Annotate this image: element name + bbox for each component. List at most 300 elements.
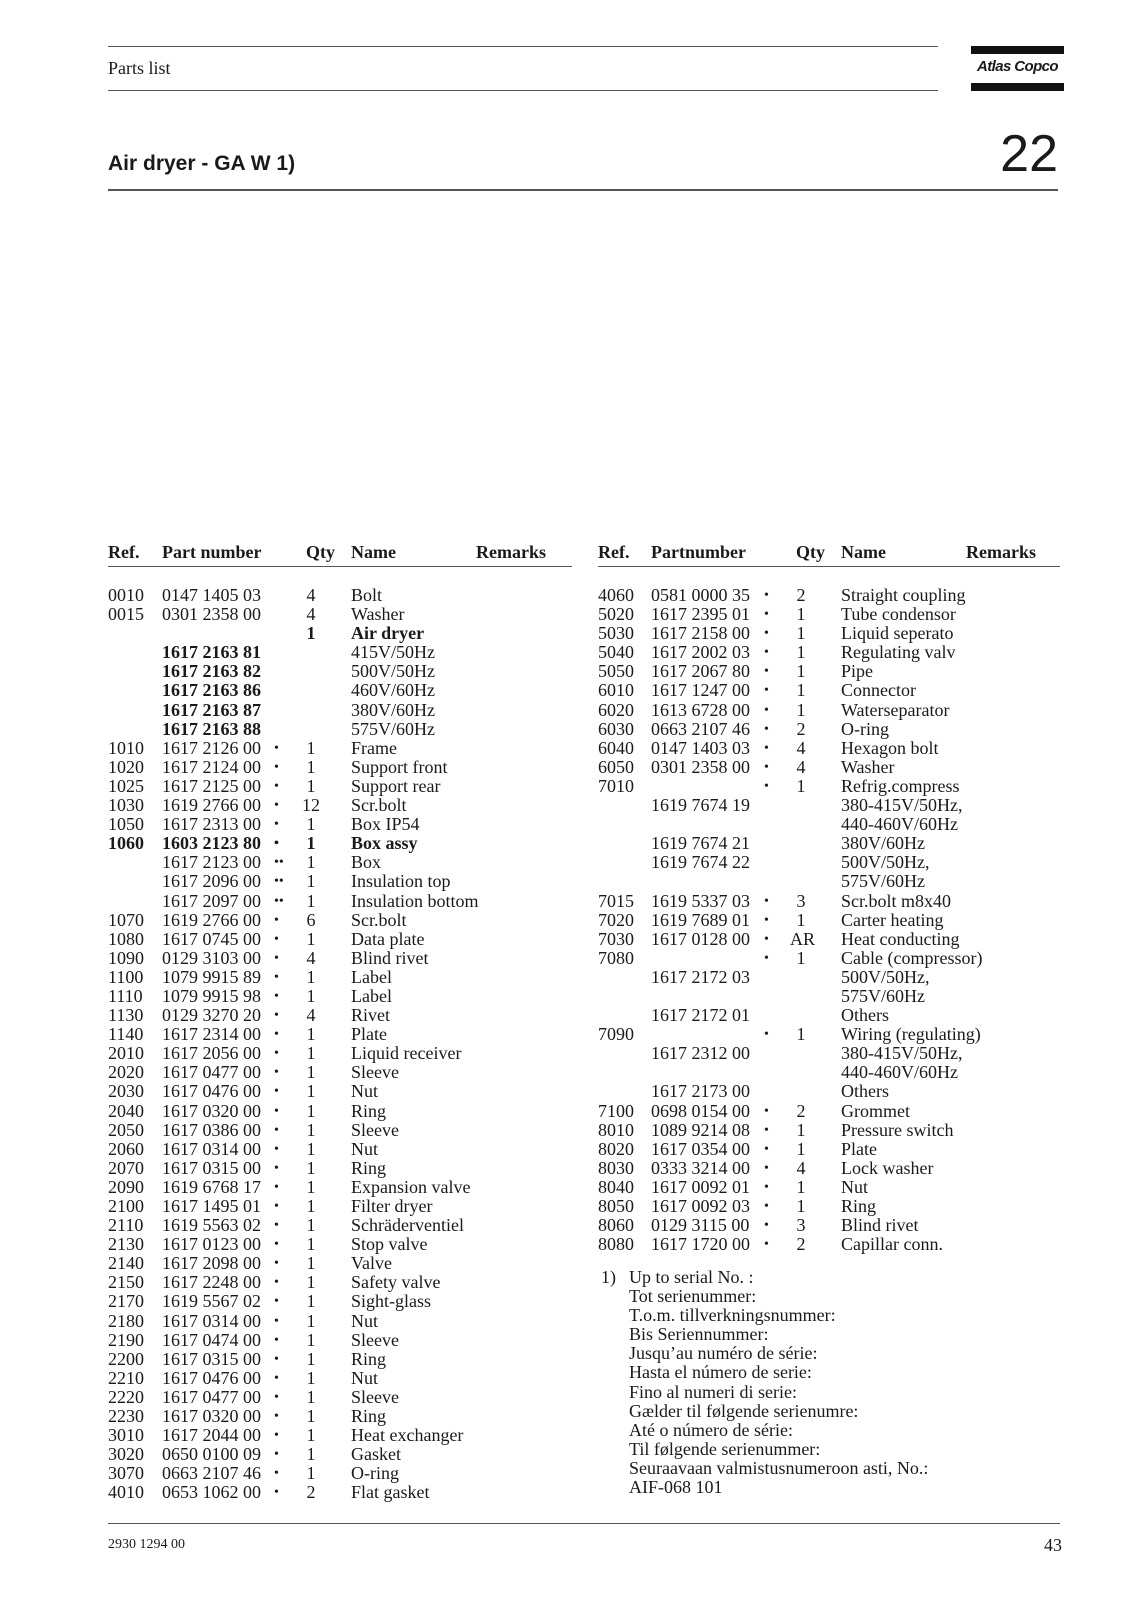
ref-cell: 2030 xyxy=(108,1081,144,1102)
part-number-cell: 0147 1403 03 xyxy=(651,737,750,758)
part-number-cell: 1617 2044 00 xyxy=(162,1425,261,1446)
marker-dots: • xyxy=(274,798,279,814)
col-header-part-number: Part number xyxy=(162,542,262,562)
qty-cell: 1 xyxy=(306,623,316,644)
footnote-text: Bis Seriennummer: xyxy=(629,1324,769,1345)
part-number-cell: 1617 2163 82 xyxy=(162,661,261,682)
ref-cell: 2190 xyxy=(108,1329,144,1350)
marker-dots: • xyxy=(274,969,279,985)
qty-cell: 1 xyxy=(306,1463,316,1484)
name-cell: Plate xyxy=(841,1138,877,1159)
qty-cell: 1 xyxy=(306,1291,316,1312)
name-cell: Plate xyxy=(351,1024,387,1045)
ref-cell: 8080 xyxy=(598,1234,634,1255)
qty-cell: 1 xyxy=(306,814,316,835)
footnote-text: Til følgende serienummer: xyxy=(629,1438,821,1459)
page-title: Air dryer - GA W 1) xyxy=(108,152,296,175)
marker-dots: • xyxy=(764,931,769,947)
part-number-cell: 0653 1062 00 xyxy=(162,1482,261,1503)
marker-dots: • xyxy=(274,759,279,775)
ref-cell: 1130 xyxy=(108,1005,144,1026)
part-number-cell: 1079 9915 98 xyxy=(162,985,261,1006)
part-number-cell: 1617 0314 00 xyxy=(162,1310,261,1331)
name-cell: Liquid seperato xyxy=(841,623,954,644)
name-cell: 440-460V/60Hz xyxy=(841,814,958,835)
part-number-cell: 1617 2314 00 xyxy=(162,1024,261,1045)
part-number-cell: 1617 0386 00 xyxy=(162,1119,261,1140)
part-number-cell: 1619 5567 02 xyxy=(162,1291,261,1312)
marker-dots: • xyxy=(764,1179,769,1195)
ref-cell: 7080 xyxy=(598,947,634,968)
ref-cell: 7010 xyxy=(598,775,634,796)
qty-cell: 1 xyxy=(306,775,316,796)
name-cell: Nut xyxy=(351,1138,378,1159)
qty-cell: 1 xyxy=(306,1119,316,1140)
name-cell: Heat conducting xyxy=(841,928,960,949)
footnote-text: Fino al numeri di serie: xyxy=(629,1381,797,1402)
marker-dots: • xyxy=(764,778,769,794)
marker-dots: • xyxy=(274,836,279,852)
qty-cell: 1 xyxy=(306,1406,316,1427)
qty-cell: 1 xyxy=(796,642,806,663)
part-number-cell: 0129 3115 00 xyxy=(651,1215,750,1236)
table-header-rule xyxy=(108,566,572,567)
ref-cell: 8050 xyxy=(598,1196,634,1216)
part-number-cell: 1617 0745 00 xyxy=(162,928,261,949)
name-cell: Gasket xyxy=(351,1444,401,1465)
title-rule xyxy=(108,189,1058,191)
qty-cell: 1 xyxy=(306,852,316,873)
name-cell: Sleeve xyxy=(351,1329,399,1350)
name-cell: Heat exchanger xyxy=(351,1425,464,1446)
marker-dots: •• xyxy=(274,874,284,890)
ref-cell: 7015 xyxy=(598,890,634,911)
part-number-cell: 1619 6768 17 xyxy=(162,1176,261,1197)
marker-dots: • xyxy=(764,607,769,623)
qty-cell: 2 xyxy=(796,1234,806,1255)
part-number-cell: 1617 0354 00 xyxy=(651,1138,750,1159)
ref-cell: 2010 xyxy=(108,1043,144,1064)
marker-dots: • xyxy=(274,1428,279,1444)
qty-cell: 1 xyxy=(306,1272,316,1293)
qty-cell: 4 xyxy=(306,1005,316,1026)
name-cell: Scr.bolt xyxy=(351,795,407,816)
footnote-text: Up to serial No. : xyxy=(629,1267,754,1287)
part-number-cell: 1617 2248 00 xyxy=(162,1272,261,1293)
marker-dots: • xyxy=(274,1103,279,1119)
name-cell: Hexagon bolt xyxy=(841,737,939,758)
name-cell: Label xyxy=(351,985,392,1006)
name-cell: Ring xyxy=(351,1157,387,1178)
ref-cell: 2100 xyxy=(108,1196,144,1216)
part-number-cell: 0663 2107 46 xyxy=(651,718,750,739)
part-number-cell: 0663 2107 46 xyxy=(162,1463,261,1484)
qty-cell: 1 xyxy=(796,775,806,796)
name-cell: 415V/50Hz xyxy=(351,642,435,663)
ref-cell: 2150 xyxy=(108,1272,144,1293)
part-number-cell: 1617 0123 00 xyxy=(162,1234,261,1255)
marker-dots: • xyxy=(274,1160,279,1176)
qty-cell: 1 xyxy=(306,1157,316,1178)
qty-cell: 1 xyxy=(306,1062,316,1083)
marker-dots: • xyxy=(274,1447,279,1463)
name-cell: Air dryer xyxy=(351,623,425,644)
qty-cell: 2 xyxy=(306,1482,316,1503)
marker-dots: • xyxy=(274,1027,279,1043)
part-number-cell: 1617 2313 00 xyxy=(162,814,261,835)
qty-cell: 1 xyxy=(796,699,806,720)
name-cell: Ring xyxy=(841,1196,877,1216)
qty-cell: 6 xyxy=(306,909,316,930)
name-cell: Bolt xyxy=(351,585,383,605)
col-header-remarks: Remarks xyxy=(966,542,1036,562)
name-cell: Nut xyxy=(351,1367,378,1388)
name-cell: Washer xyxy=(351,604,405,625)
marker-dots: • xyxy=(274,1141,279,1157)
ref-cell: 2230 xyxy=(108,1406,144,1427)
table-header-rule xyxy=(598,566,1060,567)
part-number-cell: 1617 2312 00 xyxy=(651,1043,750,1064)
name-cell: 500V/50Hz xyxy=(351,661,435,682)
footnote-text: Gælder til følgende serienumre: xyxy=(629,1400,859,1421)
part-number-cell: 1619 5337 03 xyxy=(651,890,750,911)
part-number-cell: 0581 0000 35 xyxy=(651,585,750,605)
marker-dots: • xyxy=(764,702,769,718)
marker-dots: • xyxy=(764,1141,769,1157)
qty-cell: 1 xyxy=(306,1444,316,1465)
qty-cell: 1 xyxy=(796,909,806,930)
qty-cell: 2 xyxy=(796,585,806,605)
atlas-copco-logo xyxy=(971,46,1064,92)
part-number-cell: 1617 2163 87 xyxy=(162,699,261,720)
col-header-name: Name xyxy=(351,542,396,562)
marker-dots: • xyxy=(274,778,279,794)
qty-cell: 1 xyxy=(306,1024,316,1045)
marker-dots: • xyxy=(274,1351,279,1367)
name-cell: Waterseparator xyxy=(841,699,950,720)
ref-cell: 5020 xyxy=(598,604,634,625)
part-number-cell: 1617 2163 86 xyxy=(162,680,261,701)
name-cell: Schräderventiel xyxy=(351,1215,464,1236)
name-cell: Sleeve xyxy=(351,1386,399,1407)
part-number-cell: 1619 7674 21 xyxy=(651,833,750,854)
name-cell: Blind rivet xyxy=(351,947,429,968)
qty-cell: 4 xyxy=(796,756,806,777)
name-cell: Insulation bottom xyxy=(351,890,479,911)
ref-cell: 2140 xyxy=(108,1253,144,1274)
ref-cell: 2170 xyxy=(108,1291,144,1312)
footnote-text: Seuraavaan valmistusnumeroon asti, No.: xyxy=(629,1457,929,1478)
part-number-cell: 1619 5563 02 xyxy=(162,1215,261,1236)
qty-cell: 1 xyxy=(796,1119,806,1140)
name-cell: Blind rivet xyxy=(841,1215,919,1236)
qty-cell: 1 xyxy=(306,890,316,911)
col-header-name: Name xyxy=(841,542,886,562)
marker-dots: • xyxy=(764,740,769,756)
name-cell: Valve xyxy=(351,1253,392,1274)
name-cell: Pipe xyxy=(841,661,874,682)
name-cell: Cable (compressor) xyxy=(841,947,983,968)
ref-cell: 1140 xyxy=(108,1024,144,1045)
ref-cell: 5040 xyxy=(598,642,634,663)
part-number-cell: 1617 0476 00 xyxy=(162,1367,261,1388)
document-number: 2930 1294 00 xyxy=(108,1537,185,1552)
ref-cell: 7100 xyxy=(598,1100,634,1121)
part-number-cell: 1617 2172 01 xyxy=(651,1005,750,1026)
name-cell: Box xyxy=(351,852,382,873)
name-cell: Safety valve xyxy=(351,1272,441,1293)
name-cell: 380V/60Hz xyxy=(841,833,925,854)
ref-cell: 6050 xyxy=(598,756,634,777)
ref-cell: 4060 xyxy=(598,585,634,605)
marker-dots: • xyxy=(274,1313,279,1329)
marker-dots: • xyxy=(274,988,279,1004)
name-cell: Refrig.compress xyxy=(841,775,960,796)
ref-cell: 1080 xyxy=(108,928,144,949)
footnote-text: Até o número de série: xyxy=(629,1419,793,1440)
part-number-cell: 1617 0315 00 xyxy=(162,1157,261,1178)
ref-cell: 1110 xyxy=(108,985,143,1006)
ref-cell: 8010 xyxy=(598,1119,634,1140)
name-cell: Data plate xyxy=(351,928,425,949)
ref-cell: 1020 xyxy=(108,756,144,777)
marker-dots: • xyxy=(764,1160,769,1176)
col-header-part-number: Partnumber xyxy=(651,542,746,562)
section-number: 22 xyxy=(1000,125,1058,183)
marker-dots: • xyxy=(274,1046,279,1062)
qty-cell: AR xyxy=(790,928,816,949)
name-cell: Washer xyxy=(841,756,895,777)
name-cell: Others xyxy=(841,1005,889,1026)
footer-rule xyxy=(108,1523,1060,1524)
part-number-cell: 1617 0477 00 xyxy=(162,1062,261,1083)
marker-dots: • xyxy=(274,1084,279,1100)
marker-dots: •• xyxy=(274,893,284,909)
qty-cell: 1 xyxy=(796,1024,806,1045)
part-number-cell: 1617 0092 01 xyxy=(651,1176,750,1197)
qty-cell: 1 xyxy=(306,1081,316,1102)
ref-cell: 2060 xyxy=(108,1138,144,1159)
ref-cell: 7030 xyxy=(598,928,634,949)
footnote-text: Tot serienummer: xyxy=(629,1286,757,1307)
ref-cell: 2050 xyxy=(108,1119,144,1140)
part-number-cell: 1089 9214 08 xyxy=(651,1119,750,1140)
name-cell: Connector xyxy=(841,680,916,701)
part-number-cell: 1617 0314 00 xyxy=(162,1138,261,1159)
footnote-marker: 1) xyxy=(601,1267,616,1287)
name-cell: Ring xyxy=(351,1406,387,1427)
part-number-cell: 1079 9915 89 xyxy=(162,966,261,987)
qty-cell: 1 xyxy=(796,1196,806,1216)
part-number-cell: 1619 7674 19 xyxy=(651,795,750,816)
marker-dots: • xyxy=(274,1065,279,1081)
part-number-cell: 1617 2125 00 xyxy=(162,775,261,796)
ref-cell: 1030 xyxy=(108,795,144,816)
part-number-cell: 1617 0128 00 xyxy=(651,928,750,949)
name-cell: O-ring xyxy=(351,1463,399,1484)
part-number-cell: 1619 7674 22 xyxy=(651,852,750,873)
part-number-cell: 1617 0092 03 xyxy=(651,1196,750,1216)
marker-dots: • xyxy=(274,1122,279,1138)
marker-dots: • xyxy=(274,1294,279,1310)
marker-dots: • xyxy=(274,1466,279,1482)
marker-dots: • xyxy=(274,740,279,756)
name-cell: Straight coupling xyxy=(841,585,966,605)
qty-cell: 1 xyxy=(306,1043,316,1064)
ref-cell: 3010 xyxy=(108,1425,144,1446)
part-number-cell: 1617 2067 80 xyxy=(651,661,750,682)
qty-cell: 1 xyxy=(306,966,316,987)
part-number-cell: 1617 2124 00 xyxy=(162,756,261,777)
name-cell: 500V/50Hz, xyxy=(841,966,930,987)
name-cell: Carter heating xyxy=(841,909,944,930)
qty-cell: 1 xyxy=(306,985,316,1006)
qty-cell: 1 xyxy=(306,1138,316,1159)
marker-dots: • xyxy=(764,950,769,966)
ref-cell: 2130 xyxy=(108,1234,144,1255)
part-number-cell: 1617 2172 03 xyxy=(651,966,750,987)
qty-cell: 3 xyxy=(796,890,806,911)
name-cell: 575V/60Hz xyxy=(841,871,925,892)
ref-cell: 6010 xyxy=(598,680,634,701)
name-cell: 380-415V/50Hz, xyxy=(841,1043,963,1064)
ref-cell: 2020 xyxy=(108,1062,144,1083)
part-number-cell: 1613 6728 00 xyxy=(651,699,750,720)
ref-cell: 1010 xyxy=(108,737,144,758)
part-number-cell: 1603 2123 80 xyxy=(162,833,261,854)
ref-cell: 1090 xyxy=(108,947,144,968)
name-cell: Scr.bolt m8x40 xyxy=(841,890,952,911)
qty-cell: 2 xyxy=(796,718,806,739)
marker-dots: • xyxy=(274,1332,279,1348)
part-number-cell: 1617 1720 00 xyxy=(651,1234,750,1255)
qty-cell: 4 xyxy=(796,737,806,758)
logo-bar-bottom xyxy=(971,83,1064,91)
part-number-cell: 1617 2395 01 xyxy=(651,604,750,625)
name-cell: 500V/50Hz, xyxy=(841,852,930,873)
ref-cell: 1070 xyxy=(108,909,144,930)
marker-dots: • xyxy=(764,1103,769,1119)
ref-cell: 2040 xyxy=(108,1100,144,1121)
ref-cell: 8030 xyxy=(598,1157,634,1178)
part-number-cell: 1617 1495 01 xyxy=(162,1196,261,1216)
marker-dots: • xyxy=(274,1275,279,1291)
marker-dots: • xyxy=(764,626,769,642)
marker-dots: • xyxy=(274,1199,279,1214)
marker-dots: • xyxy=(764,1237,769,1253)
ref-cell: 8060 xyxy=(598,1215,634,1236)
part-number-cell: 1617 0474 00 xyxy=(162,1329,261,1350)
name-cell: Lock washer xyxy=(841,1157,934,1178)
marker-dots: • xyxy=(764,664,769,680)
ref-cell: 1050 xyxy=(108,814,144,835)
part-number-cell: 0301 2358 00 xyxy=(651,756,750,777)
name-cell: Sleeve xyxy=(351,1119,399,1140)
part-number-cell: 1619 2766 00 xyxy=(162,909,261,930)
name-cell: Grommet xyxy=(841,1100,910,1121)
part-number-cell: 1617 0315 00 xyxy=(162,1348,261,1369)
name-cell: Capillar conn. xyxy=(841,1234,943,1255)
part-number-cell: 0333 3214 00 xyxy=(651,1157,750,1178)
qty-cell: 1 xyxy=(306,1176,316,1197)
qty-cell: 1 xyxy=(796,947,806,968)
qty-cell: 1 xyxy=(306,1386,316,1407)
part-number-cell: 0301 2358 00 xyxy=(162,604,261,625)
qty-cell: 1 xyxy=(306,1100,316,1121)
ref-cell: 3020 xyxy=(108,1444,144,1465)
ref-cell: 4010 xyxy=(108,1482,144,1503)
name-cell: Scr.bolt xyxy=(351,909,407,930)
qty-cell: 4 xyxy=(796,1157,806,1178)
qty-cell: 1 xyxy=(306,833,316,854)
marker-dots: • xyxy=(274,1008,279,1024)
name-cell: O-ring xyxy=(841,718,889,739)
name-cell: Label xyxy=(351,966,392,987)
name-cell: Nut xyxy=(841,1176,868,1197)
footnote-text: AIF-068 101 xyxy=(629,1477,723,1498)
ref-cell: 0015 xyxy=(108,604,144,625)
qty-cell: 1 xyxy=(796,623,806,644)
part-number-cell: 1617 0477 00 xyxy=(162,1386,261,1407)
ref-cell: 1060 xyxy=(108,833,144,854)
name-cell: Rivet xyxy=(351,1005,390,1026)
qty-cell: 4 xyxy=(306,604,316,625)
header-rule-top xyxy=(108,46,938,47)
ref-cell: 2180 xyxy=(108,1310,144,1331)
col-header-ref: Ref. xyxy=(108,542,140,562)
marker-dots: • xyxy=(274,1389,279,1405)
part-number-cell: 0129 3270 20 xyxy=(162,1005,261,1026)
part-number-cell: 1617 2097 00 xyxy=(162,890,261,911)
marker-dots: • xyxy=(274,817,279,833)
marker-dots: • xyxy=(764,893,769,909)
ref-cell: 6040 xyxy=(598,737,634,758)
name-cell: Box IP54 xyxy=(351,814,420,835)
ref-cell: 6030 xyxy=(598,718,634,739)
qty-cell: 1 xyxy=(306,1425,316,1446)
marker-dots: • xyxy=(274,1485,279,1501)
part-number-cell: 1619 7689 01 xyxy=(651,909,750,930)
name-cell: Others xyxy=(841,1081,889,1102)
logo-text: Atlas Copco xyxy=(977,58,1058,75)
ref-cell: 0010 xyxy=(108,585,144,605)
ref-cell: 2070 xyxy=(108,1157,144,1178)
marker-dots: • xyxy=(764,1218,769,1234)
marker-dots: • xyxy=(274,1179,279,1195)
name-cell: Pressure switch xyxy=(841,1119,954,1140)
name-cell: 575V/60Hz xyxy=(841,985,925,1006)
marker-dots: • xyxy=(764,588,769,603)
marker-dots: • xyxy=(764,759,769,775)
marker-dots: • xyxy=(274,1237,279,1253)
ref-cell: 3070 xyxy=(108,1463,144,1484)
qty-cell: 1 xyxy=(796,661,806,682)
part-number-cell: 1617 2158 00 xyxy=(651,623,750,644)
qty-cell: 12 xyxy=(302,795,320,816)
marker-dots: • xyxy=(274,1256,279,1272)
ref-cell: 2200 xyxy=(108,1348,144,1369)
qty-cell: 1 xyxy=(796,1176,806,1197)
part-number-cell: 1617 2163 88 xyxy=(162,718,261,739)
qty-cell: 1 xyxy=(306,871,316,892)
ref-cell: 2220 xyxy=(108,1386,144,1407)
ref-cell: 8020 xyxy=(598,1138,634,1159)
qty-cell: 1 xyxy=(796,680,806,701)
qty-cell: 1 xyxy=(306,1234,316,1255)
header-label: Parts list xyxy=(108,58,171,78)
name-cell: Stop valve xyxy=(351,1234,428,1255)
col-header-qty: Qty xyxy=(306,542,335,562)
